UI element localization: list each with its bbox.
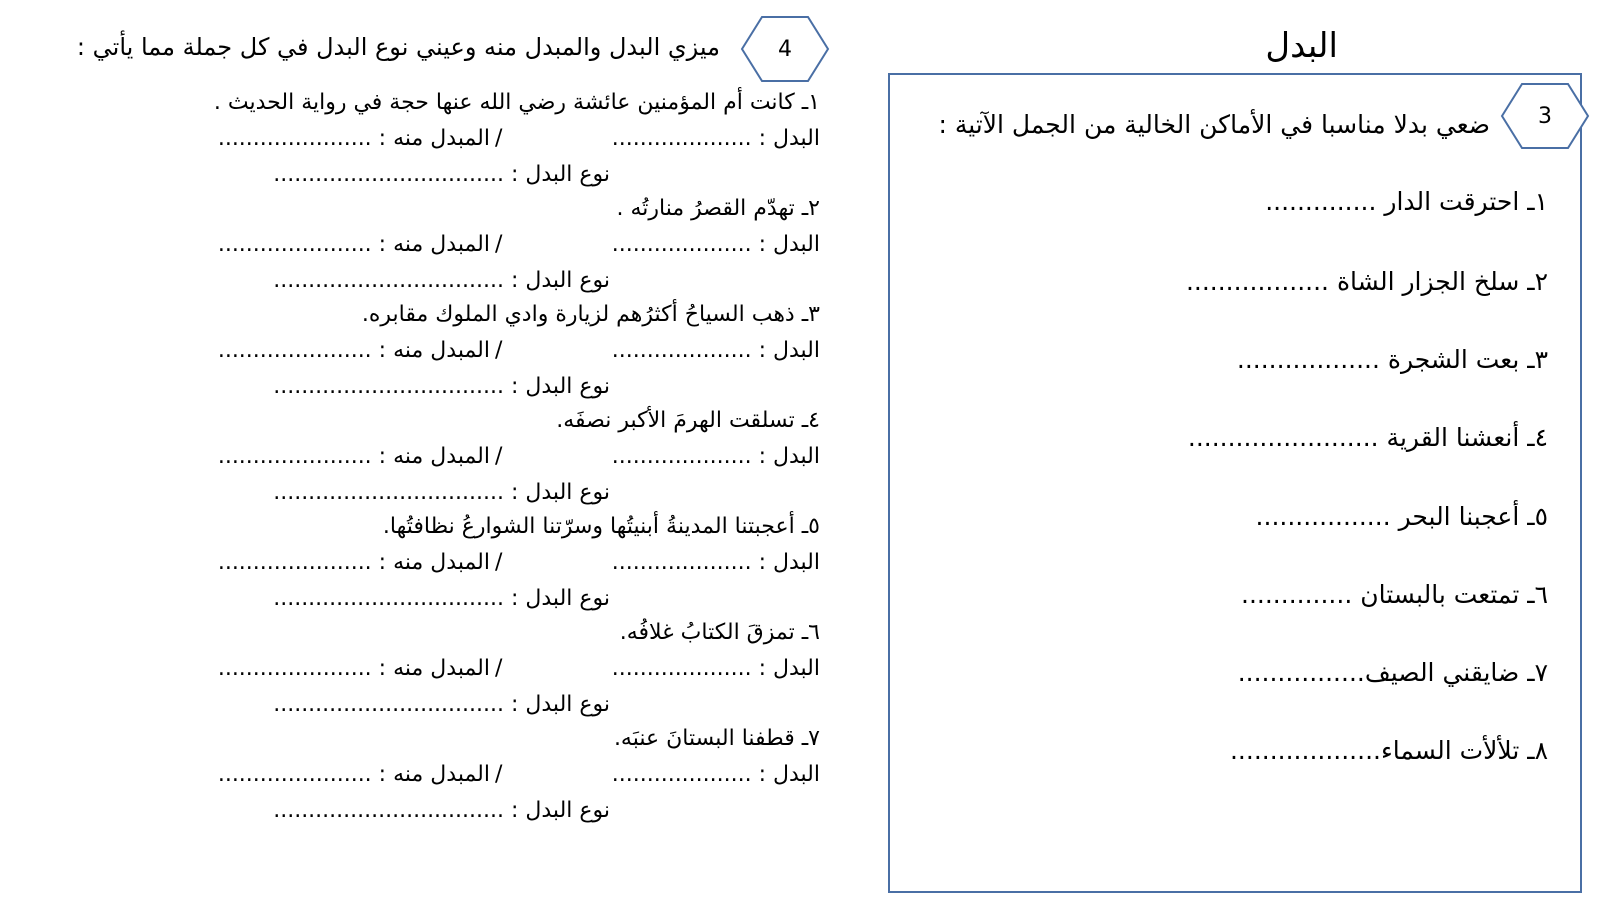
badal-type-answer-line: نوع البدل : ................................. <box>273 268 610 293</box>
badal-type-answer-line: نوع البدل : ................................. <box>273 798 610 823</box>
mubdal-minhu-answer-line: المبدل منه : ...................... <box>217 656 490 681</box>
mubdal-minhu-answer-line: المبدل منه : ...................... <box>217 762 490 787</box>
exercise-3-number: 3 <box>1538 103 1552 129</box>
separator-slash: / <box>495 656 503 681</box>
badal-answer-line: البدل : .................... <box>611 232 820 257</box>
exercise-4-sentence-7: ٧ـ قطفنا البستانَ عنبَه. <box>613 726 820 751</box>
badal-answer-line: البدل : .................... <box>611 656 820 681</box>
exercise-4-sentence-4: ٤ـ تسلقت الهرمَ الأكبر نصفَه. <box>556 408 820 433</box>
exercise-3-item-5: ٥ـ أعجبنا البحر ................. <box>1255 502 1548 531</box>
exercise-4-sentence-2: ٢ـ تهدّم القصرُ منارتُه . <box>616 196 820 221</box>
mubdal-minhu-answer-line: المبدل منه : ...................... <box>217 444 490 469</box>
exercise-4-sentence-3: ٣ـ ذهب السياحُ أكثرُهم لزيارة وادي الملوك مقابره. <box>361 302 820 327</box>
exercise-4-sentence-5: ٥ـ أعجبتنا المدينةُ أبنيتُها وسرّتنا الشوارعُ نظافتُها. <box>382 514 820 539</box>
separator-slash: / <box>495 126 503 151</box>
mubdal-minhu-answer-line: المبدل منه : ...................... <box>217 338 490 363</box>
badal-answer-line: البدل : .................... <box>611 762 820 787</box>
badal-type-answer-line: نوع البدل : ................................. <box>273 162 610 187</box>
separator-slash: / <box>495 338 503 363</box>
exercise-3-item-8: ٨ـ تلألأت السماء................... <box>1229 736 1548 765</box>
exercise-3-item-1: ١ـ احترقت الدار .............. <box>1265 187 1548 216</box>
badal-answer-line: البدل : .................... <box>611 550 820 575</box>
badal-type-answer-line: نوع البدل : ................................. <box>273 586 610 611</box>
badal-type-answer-line: نوع البدل : ................................. <box>273 374 610 399</box>
separator-slash: / <box>495 762 503 787</box>
exercise-3-instruction: ضعي بدلا مناسبا في الأماكن الخالية من الجمل الآتية : <box>938 110 1490 139</box>
exercise-4-sentence-6: ٦ـ تمزقَ الكتابُ غلافُه. <box>619 620 820 645</box>
exercise-4-instruction: ميزي البدل والمبدل منه وعيني نوع البدل في كل جملة مما يأتي : <box>76 33 720 61</box>
separator-slash: / <box>495 232 503 257</box>
badal-answer-line: البدل : .................... <box>611 444 820 469</box>
exercise-3-item-6: ٦ـ تمتعت بالبستان .............. <box>1241 580 1548 609</box>
badal-answer-line: البدل : .................... <box>611 126 820 151</box>
mubdal-minhu-answer-line: المبدل منه : ...................... <box>217 126 490 151</box>
exercise-3-item-2: ٢ـ سلخ الجزار الشاة .................. <box>1185 267 1548 296</box>
exercise-3-number-badge <box>1500 82 1590 150</box>
page-title: البدل <box>1265 26 1338 66</box>
badal-type-answer-line: نوع البدل : ................................. <box>273 480 610 505</box>
exercise-4-number: 4 <box>778 36 792 62</box>
exercise-4-number-badge <box>740 15 830 83</box>
exercise-3-item-4: ٤ـ أنعشنا القرية ........................ <box>1187 423 1548 452</box>
exercise-3-item-7: ٧ـ ضايقني الصيف................ <box>1237 658 1548 687</box>
separator-slash: / <box>495 550 503 575</box>
badal-type-answer-line: نوع البدل : ................................. <box>273 692 610 717</box>
exercise-4-sentence-1: ١ـ كانت أم المؤمنين عائشة رضي الله عنها حجة في رواية الحديث . <box>213 90 820 115</box>
mubdal-minhu-answer-line: المبدل منه : ...................... <box>217 550 490 575</box>
badal-answer-line: البدل : .................... <box>611 338 820 363</box>
separator-slash: / <box>495 444 503 469</box>
mubdal-minhu-answer-line: المبدل منه : ...................... <box>217 232 490 257</box>
exercise-3-item-3: ٣ـ بعت الشجرة .................. <box>1236 345 1548 374</box>
